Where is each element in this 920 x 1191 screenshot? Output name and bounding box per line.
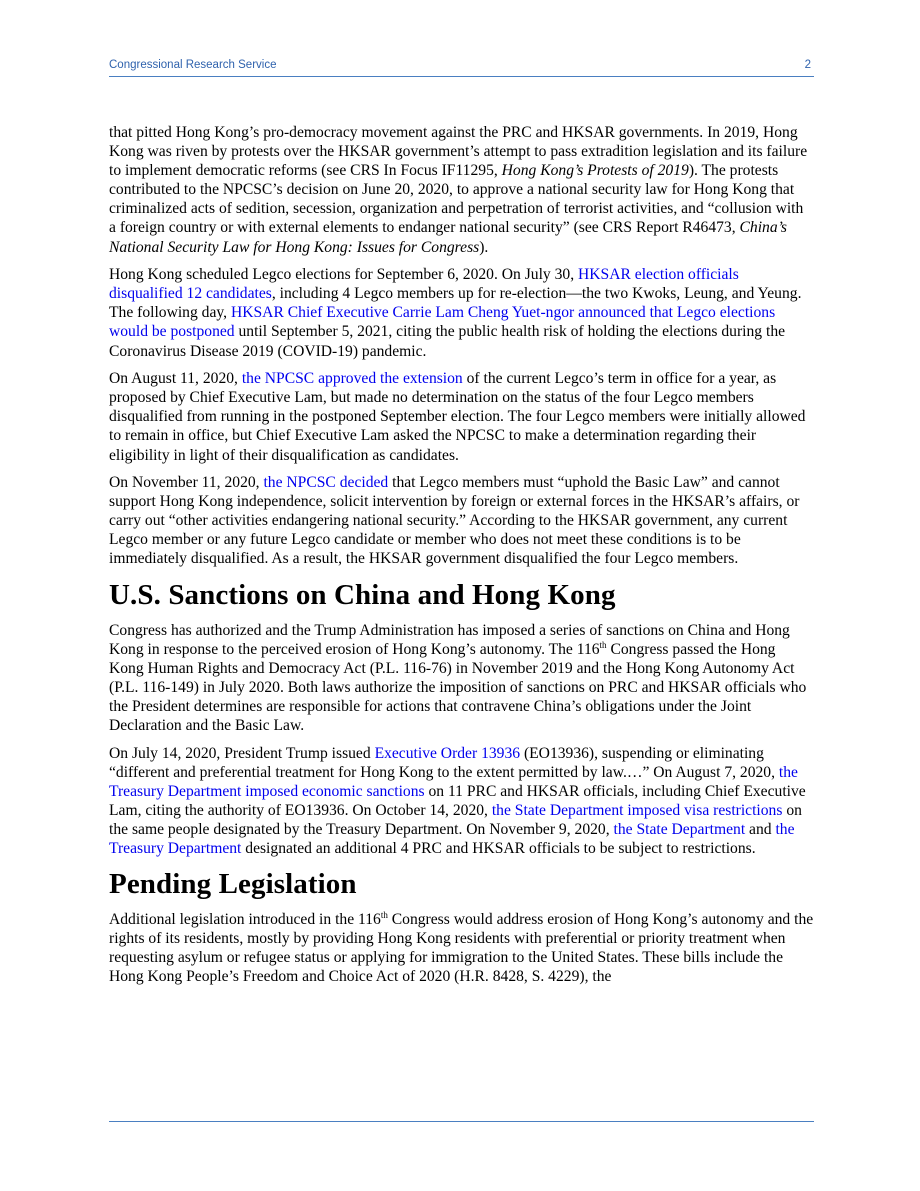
paragraph: On July 14, 2020, President Trump issued Executive Order 13936 (EO13936), suspending or eliminating “different and preferential treatment for Hong Kong to the extent permitted by law.…” On August 7, 2020, the Treasury Department imposed economic sanctions on 11 PRC and HKSAR officials, including Chief Executive Lam, citing the authority of EO13936. On October 14, 2020, the State Department imposed visa restrictions on the same people designated by the Treasury Department. On November 9, 2020, the State Department and the Treasury Department designated an additional 4 PRC and HKSAR officials to be subject to restrictions. bbox=[109, 744, 806, 858]
section-heading-sanctions: U.S. Sanctions on China and Hong Kong bbox=[109, 578, 616, 611]
paragraph: Hong Kong scheduled Legco elections for September 6, 2020. On July 30, HKSAR election officials disqualified 12 candidates, including 4 Legco members up for re-election—the two Kwoks, Leung, and Yeung. The following day, HKSAR Chief Executive Carrie Lam Cheng Yuet-ngor announced that Legco elections would be postponed until September 5, 2021, citing the public health risk of holding the elections during the Coronavirus Disease 2019 (COVID-19) pandemic. bbox=[109, 266, 802, 360]
section-heading-pending-legislation: Pending Legislation bbox=[109, 868, 357, 901]
report-title: China’s National Security Law for Hong Kong: Issues for Congress bbox=[109, 219, 787, 256]
paragraph: that pitted Hong Kong’s pro-democracy movement against the PRC and HKSAR governments. In 2019, Hong Kong was riven by protests over the HKSAR government’s attempt to pass extradition legislation and its failure to implement democratic reforms (see CRS In Focus IF11295, Hong Kong’s Protests of 2019). The protests contributed to the NPCSC’s decision on June 20, 2020, to approve a national security law for Hong Kong that criminalized acts of sedition, secession, organization and perpetration of terrorist activities, and “collusion with a foreign country or with external elements to endanger national security” (see CRS Report R46473, China’s National Security Law for Hong Kong: Issues for Congress). bbox=[109, 124, 808, 256]
link-disqualified-candidates[interactable]: HKSAR election officials disqualified 12 candidates bbox=[109, 266, 739, 303]
page-header bbox=[109, 58, 814, 77]
footer-rule bbox=[109, 1121, 814, 1122]
page-number: 2 bbox=[804, 59, 811, 71]
link-state-department[interactable]: the State Department bbox=[613, 821, 746, 838]
link-executive-order[interactable]: Executive Order 13936 bbox=[374, 744, 521, 762]
link-elections-postponed[interactable]: HKSAR Chief Executive Carrie Lam Cheng Yuet-ngor announced that Legco elections would be postponed bbox=[109, 304, 776, 341]
report-title: Hong Kong’s Protests of 2019 bbox=[501, 162, 689, 180]
paragraph: Additional legislation introduced in the 116th Congress would address erosion of Hong Kong’s autonomy and the rights of its residents, mostly by providing Hong Kong residents with preferential or priority treatment when requesting asylum or refugee status or applying for immigration to the United States. These bills include the Hong Kong People’s Freedom and Choice Act of 2020 (H.R. 8428, S. 4229), the bbox=[109, 910, 814, 986]
link-npcsc-decided[interactable]: the NPCSC decided bbox=[263, 474, 389, 492]
link-treasury-sanctions[interactable]: the Treasury Department imposed economic sanctions bbox=[109, 763, 798, 800]
document-body bbox=[109, 123, 814, 995]
link-treasury-department[interactable]: the Treasury Department bbox=[109, 821, 795, 858]
paragraph: On August 11, 2020, the NPCSC approved the extension of the current Legco’s term in office for a year, as proposed by Chief Executive Lam, but made no determination on the status of the four Legco members disqualified from running in the postponed September election. The four Legco members were initially allowed to remain in office, but Chief Executive Lam asked the NPCSC to make a determination regarding their eligibility in light of their disqualification as candidates. bbox=[109, 370, 806, 464]
header-source: Congressional Research Service bbox=[109, 59, 277, 71]
paragraph: On November 11, 2020, the NPCSC decided that Legco members must “uphold the Basic Law” and cannot support Hong Kong independence, solicit intervention by foreign or external forces in the HKSAR’s affairs, or carry out “other activities endangering national security.” According to the HKSAR government, any current Legco member or any future Legco candidate or member who does not meet these conditions is to be immediately disqualified. As a result, the HKSAR government disqualified the four Legco members. bbox=[109, 474, 800, 568]
link-npcsc-extension[interactable]: the NPCSC approved the extension bbox=[241, 370, 463, 388]
paragraph: Congress has authorized and the Trump Administration has imposed a series of sanctions on China and Hong Kong in response to the perceived erosion of Hong Kong’s autonomy. The 116th Congress passed the Hong Kong Human Rights and Democracy Act (P.L. 116-76) in November 2019 and the Hong Kong Autonomy Act (P.L. 116-149) in July 2020. Both laws authorize the imposition of sanctions on PRC and HKSAR officials who the President determines are responsible for actions that contravene China’s obligations under the Joint Declaration and the Basic Law. bbox=[109, 621, 807, 735]
link-state-visa-restrictions[interactable]: the State Department imposed visa restrictions bbox=[491, 801, 783, 819]
